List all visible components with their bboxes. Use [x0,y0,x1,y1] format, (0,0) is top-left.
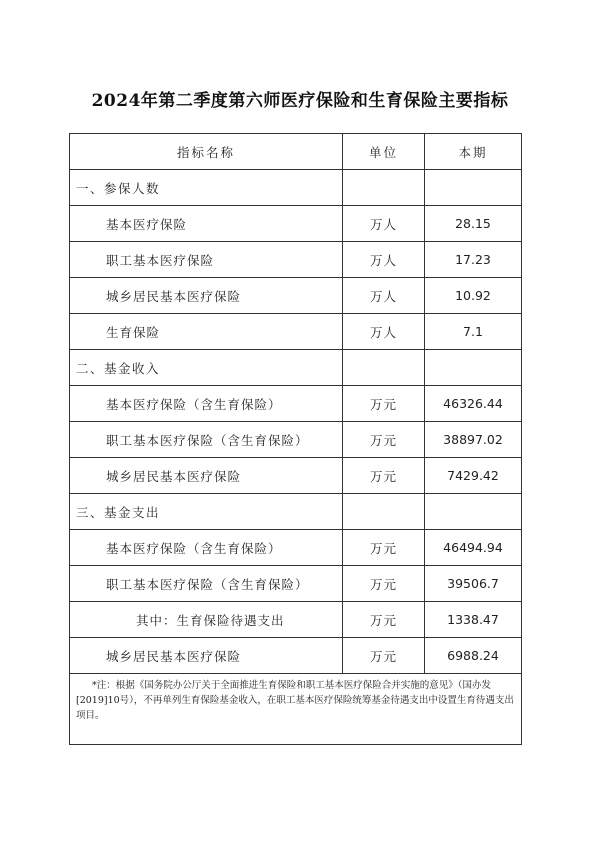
header-current-period: 本期 [425,134,522,170]
value-cell [425,350,522,386]
table-row [70,206,522,242]
unit-cell: 万元 [343,386,425,422]
unit-cell [343,170,425,206]
section-row [70,494,522,530]
unit-cell: 万元 [343,422,425,458]
indicator-name-cell: 城乡居民基本医疗保险 [70,278,343,314]
indicator-name-cell: 生育保险 [70,314,343,350]
note-row [70,674,522,745]
table-row [70,638,522,674]
indicators-table [69,133,522,745]
unit-cell: 万元 [343,602,425,638]
header-indicator-name: 指标名称 [70,134,343,170]
value-cell: 1338.47 [425,602,522,638]
table-row [70,602,522,638]
table-row [70,422,522,458]
indicator-name-cell: 其中：生育保险待遇支出 [70,602,343,638]
indicator-name-cell: 三、基金支出 [70,494,343,530]
unit-cell: 万元 [343,530,425,566]
value-cell: 17.23 [425,242,522,278]
table-body [70,170,522,745]
table-row [70,566,522,602]
unit-cell: 万人 [343,278,425,314]
indicator-name-cell: 一、参保人数 [70,170,343,206]
value-cell [425,494,522,530]
table-row [70,242,522,278]
value-cell: 46326.44 [425,386,522,422]
table-row [70,386,522,422]
value-cell: 7.1 [425,314,522,350]
value-cell: 10.92 [425,278,522,314]
indicator-name-cell: 基本医疗保险（含生育保险） [70,530,343,566]
value-cell: 7429.42 [425,458,522,494]
section-row [70,170,522,206]
unit-cell: 万人 [343,314,425,350]
unit-cell: 万人 [343,242,425,278]
indicator-name-cell: 基本医疗保险（含生育保险） [70,386,343,422]
indicator-name-cell: 职工基本医疗保险（含生育保险） [70,566,343,602]
table-row [70,530,522,566]
value-cell: 6988.24 [425,638,522,674]
value-cell [425,170,522,206]
indicator-name-cell: 城乡居民基本医疗保险 [70,638,343,674]
value-cell: 46494.94 [425,530,522,566]
indicator-name-cell: 职工基本医疗保险（含生育保险） [70,422,343,458]
table-row [70,314,522,350]
table-row [70,458,522,494]
indicator-name-cell: 城乡居民基本医疗保险 [70,458,343,494]
value-cell: 39506.7 [425,566,522,602]
indicator-name-cell: 职工基本医疗保险 [70,242,343,278]
table-note: *注：根据《国务院办公厅关于全面推进生育保险和职工基本医疗保险合并实施的意见》（国办发[2019]10号），不再单列生育保险基金收入，在职工基本医疗保险统筹基金待遇支出中设置生育待遇支出项目。 [70,674,522,745]
indicator-name-cell: 二、基金收入 [70,350,343,386]
unit-cell: 万人 [343,206,425,242]
value-cell: 28.15 [425,206,522,242]
unit-cell: 万元 [343,458,425,494]
value-cell: 38897.02 [425,422,522,458]
header-unit: 单位 [343,134,425,170]
unit-cell: 万元 [343,566,425,602]
unit-cell [343,494,425,530]
section-row [70,350,522,386]
table-row [70,278,522,314]
indicator-name-cell: 基本医疗保险 [70,206,343,242]
unit-cell [343,350,425,386]
table-header-row [70,134,522,170]
page-title: 2024年第二季度第六师医疗保险和生育保险主要指标 [91,91,509,111]
unit-cell: 万元 [343,638,425,674]
